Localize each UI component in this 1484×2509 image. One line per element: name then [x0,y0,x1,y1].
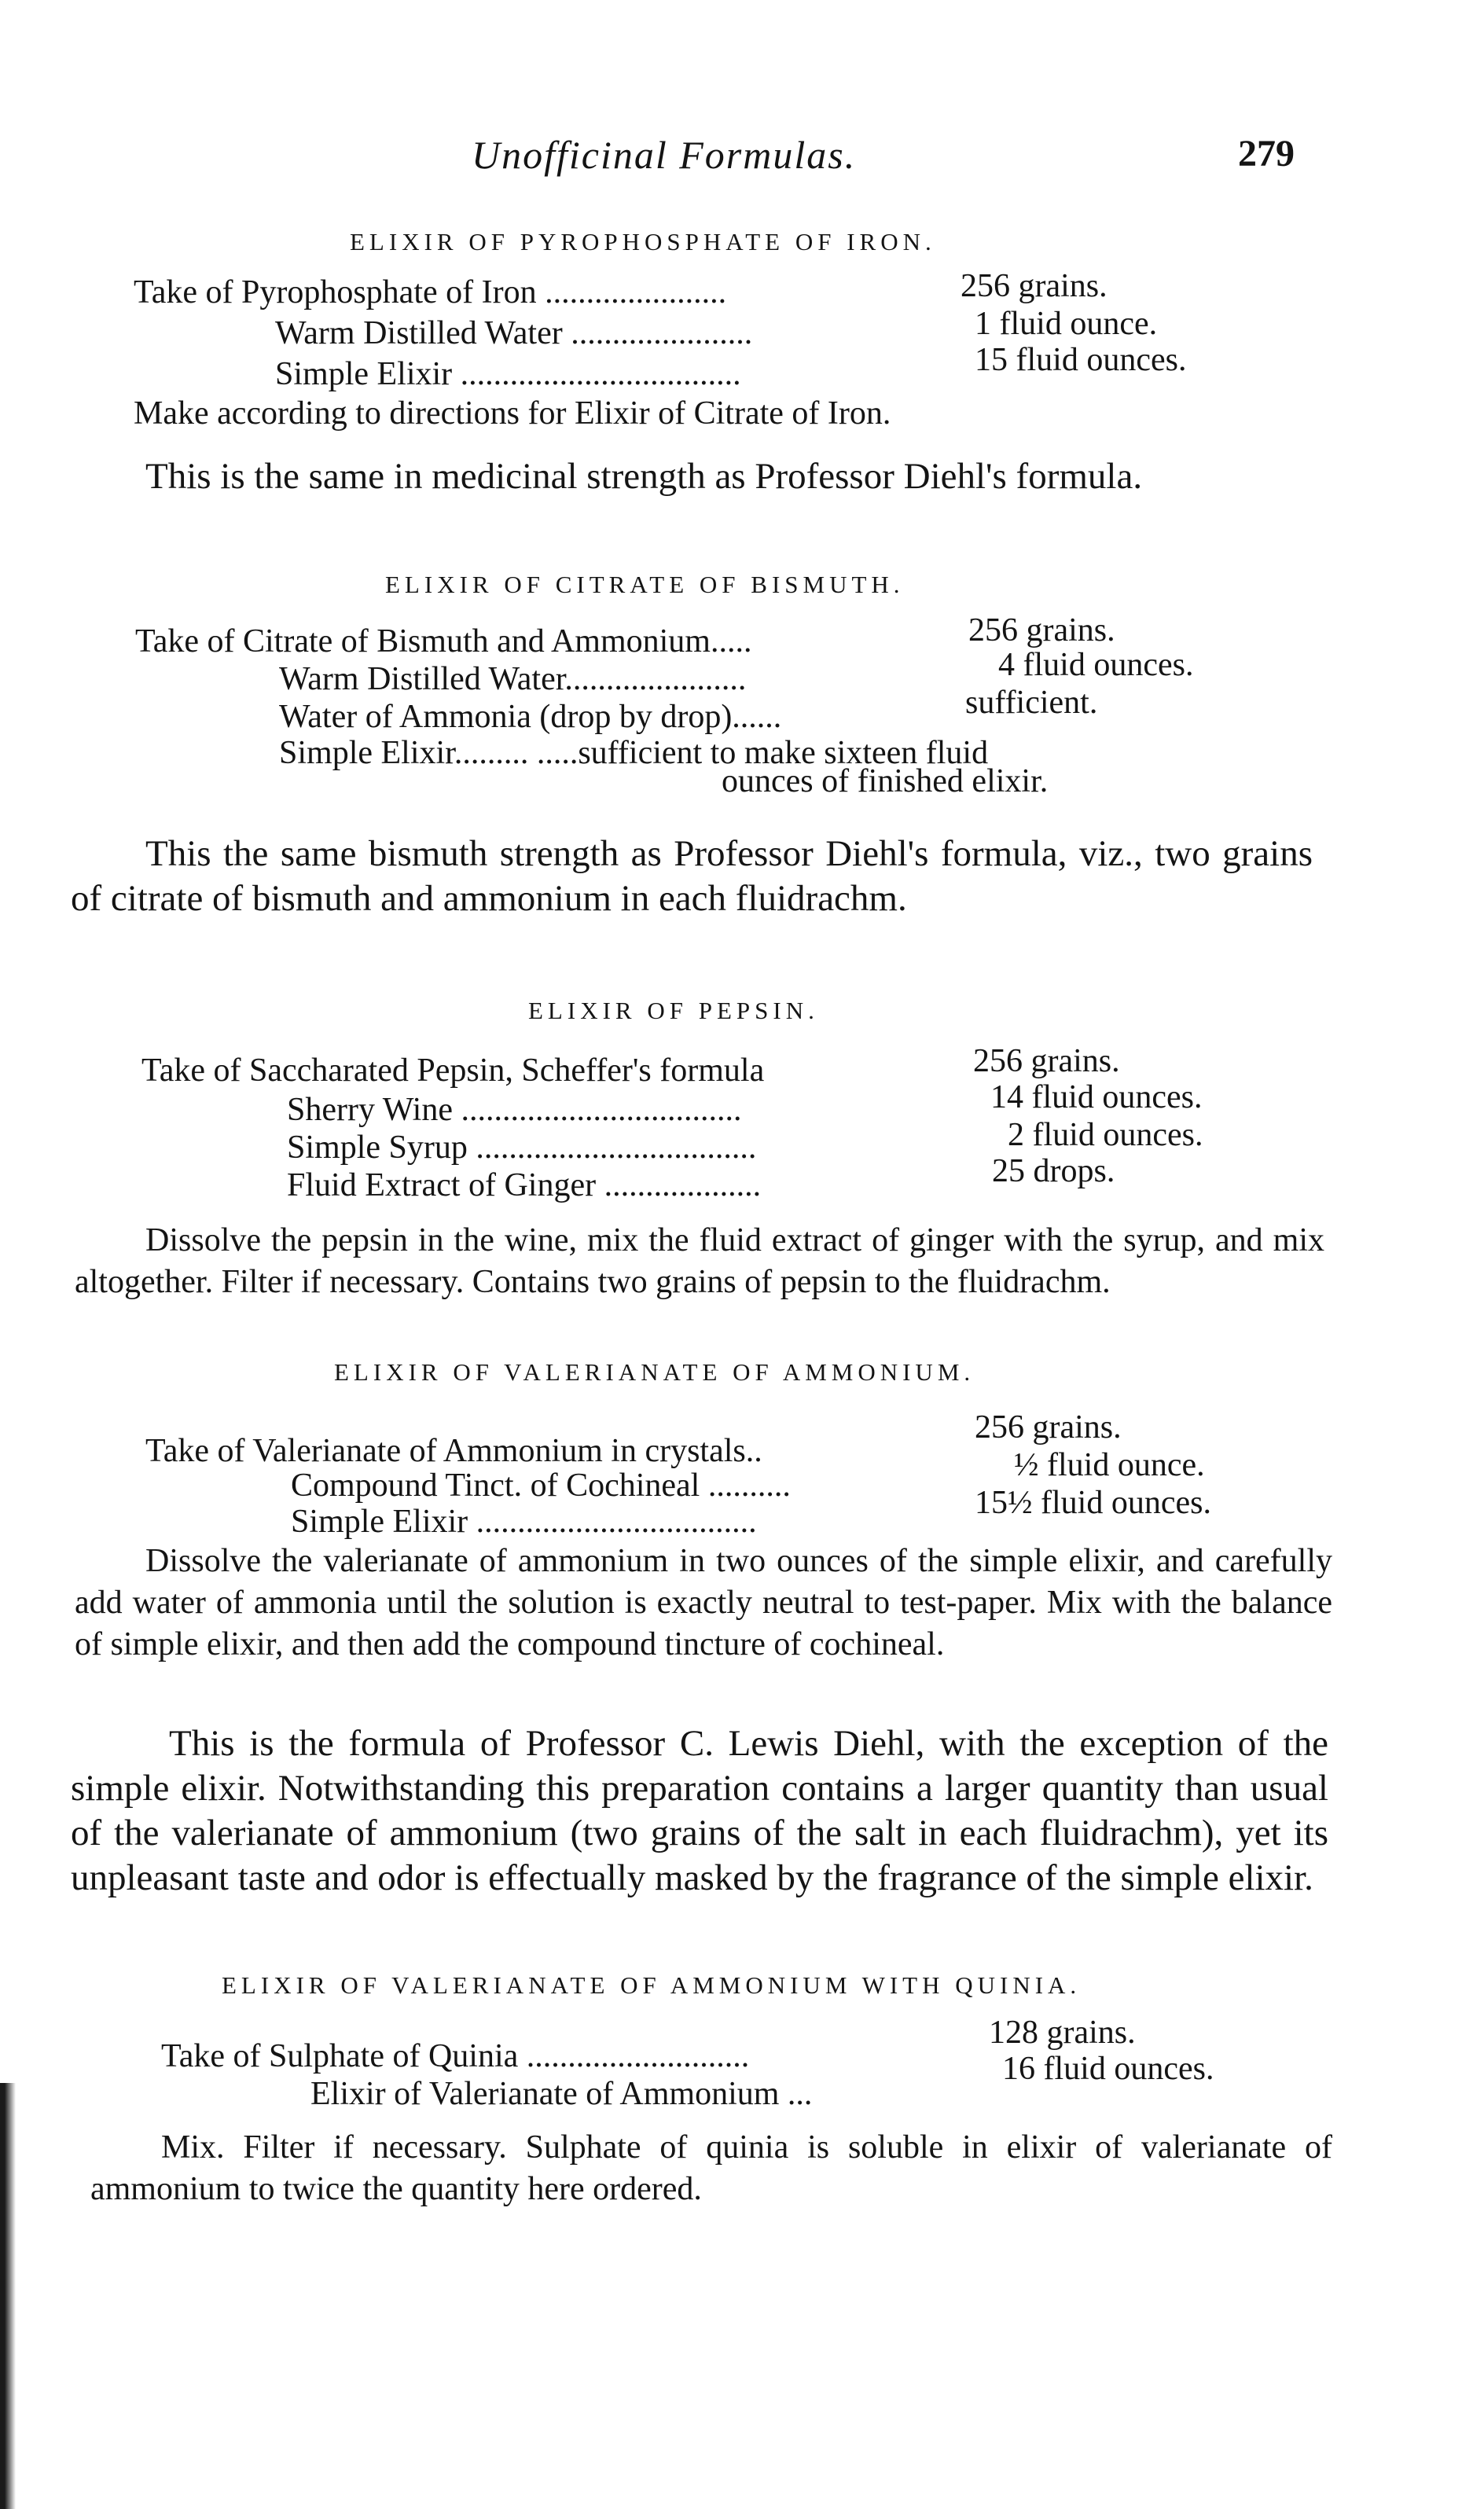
note-paragraph: Dissolve the pepsin in the wine, mix the fluid extract of ginger with the syrup, and mix altogether. Filter if necessary. Contains two grains of pepsin to the fluidrachm. [75,1222,1324,1300]
running-title: Unofficinal Formulas. [472,133,857,177]
section-title-citrate-bismuth: ELIXIR OF CITRATE OF BISMUTH. [385,571,905,598]
ingredient-label: Warm Distilled Water ...................... [275,315,753,351]
section-title-valerianate-ammonium: ELIXIR OF VALERIANATE OF AMMONIUM. [334,1358,975,1386]
ingredient-quantity: sufficient. [965,685,1098,721]
ingredient-quantity: 2 fluid ounces. [1008,1117,1203,1153]
note-paragraph: Mix. Filter if necessary. Sulphate of quinia is soluble in elixir of valerianate of ammonium to twice the quantity here ordered. [90,2129,1332,2207]
ingredient-quantity: 256 grains. [961,268,1107,304]
directions-text: Make according to directions for Elixir of Citrate of Iron. [134,395,891,432]
running-head [0,132,1484,179]
ingredient-quantity: 4 fluid ounces. [998,647,1194,683]
ingredient-quantity: 1 fluid ounce. [975,306,1158,342]
note-paragraph: This is the same in medicinal strength as Professor Diehl's formula. [145,456,1143,497]
ingredient-quantity: 16 fluid ounces. [1002,2051,1214,2087]
ingredient-quantity: 128 grains. [989,2015,1136,2051]
note-paragraph: This is the formula of Professor C. Lewis Diehl, with the exception of the simple elixir. Notwithstanding this preparation contains a larger quantity than usual of the valerianate of ammonium (two grains of the salt in each fluidrachm), yet its unpleasant taste and odor is effectually masked by the fragrance of the simple elixir. [71,1723,1328,1898]
note-paragraph: This the same bismuth strength as Professor Diehl's formula, viz., two grains of citrate of bismuth and ammonium in each fluidrachm. [71,833,1313,919]
ingredient-quantity: 14 fluid ounces. [990,1079,1203,1115]
ingredient-label: Compound Tinct. of Cochineal .......... [291,1468,791,1504]
ingredient-label: Take of Saccharated Pepsin, Scheffer's formula [141,1052,765,1089]
ingredient-label: Sherry Wine .................................. [287,1092,742,1128]
ingredient-label: Fluid Extract of Ginger ................... [287,1167,762,1203]
ingredient-continuation: ounces of finished elixir. [722,763,1049,799]
scan-edge-shadow [0,2083,16,2509]
section-title-pyrophosphate-iron: ELIXIR OF PYROPHOSPHATE OF IRON. [350,228,936,255]
section-title-pepsin: ELIXIR OF PEPSIN. [528,997,819,1024]
ingredient-label: Take of Citrate of Bismuth and Ammonium..... [135,623,752,659]
section-title-valerianate-ammonium-quinia: ELIXIR OF VALERIANATE OF AMMONIUM WITH QUINIA. [222,1971,1082,1999]
ingredient-quantity: 256 grains. [973,1043,1120,1079]
ingredient-label: Elixir of Valerianate of Ammonium ... [310,2076,813,2112]
ingredient-label: Take of Pyrophosphate of Iron ...................... [134,274,727,310]
ingredient-quantity: 256 grains. [968,612,1115,648]
ingredient-quantity: 256 grains. [975,1409,1122,1446]
ingredient-quantity: 15 fluid ounces. [975,342,1187,378]
ingredient-quantity: 15½ fluid ounces. [975,1485,1211,1521]
ingredient-quantity: ½ fluid ounce. [1014,1447,1205,1483]
ingredient-quantity: 25 drops. [992,1153,1115,1189]
page-number: 279 [1238,133,1295,174]
ingredient-label: Simple Elixir .................................. [275,356,741,392]
ingredient-label: Take of Sulphate of Quinia ........................... [161,2038,750,2074]
ingredient-label: Take of Valerianate of Ammonium in crystals.. [145,1433,762,1469]
ingredient-label: Simple Elixir......... .....sufficient to make sixteen fluid [279,735,989,771]
note-paragraph: Dissolve the valerianate of ammonium in two ounces of the simple elixir, and carefully add water of ammonia until the solution is exactly neutral to test-paper. Mix with the balance of simple elixir, and then add the compound tincture of cochineal. [75,1543,1332,1662]
ingredient-label: Warm Distilled Water...................... [279,661,747,697]
ingredient-label: Simple Elixir .................................. [291,1504,757,1540]
ingredient-label: Simple Syrup .................................. [287,1130,757,1166]
ingredient-label: Water of Ammonia (drop by drop)...... [279,699,782,735]
